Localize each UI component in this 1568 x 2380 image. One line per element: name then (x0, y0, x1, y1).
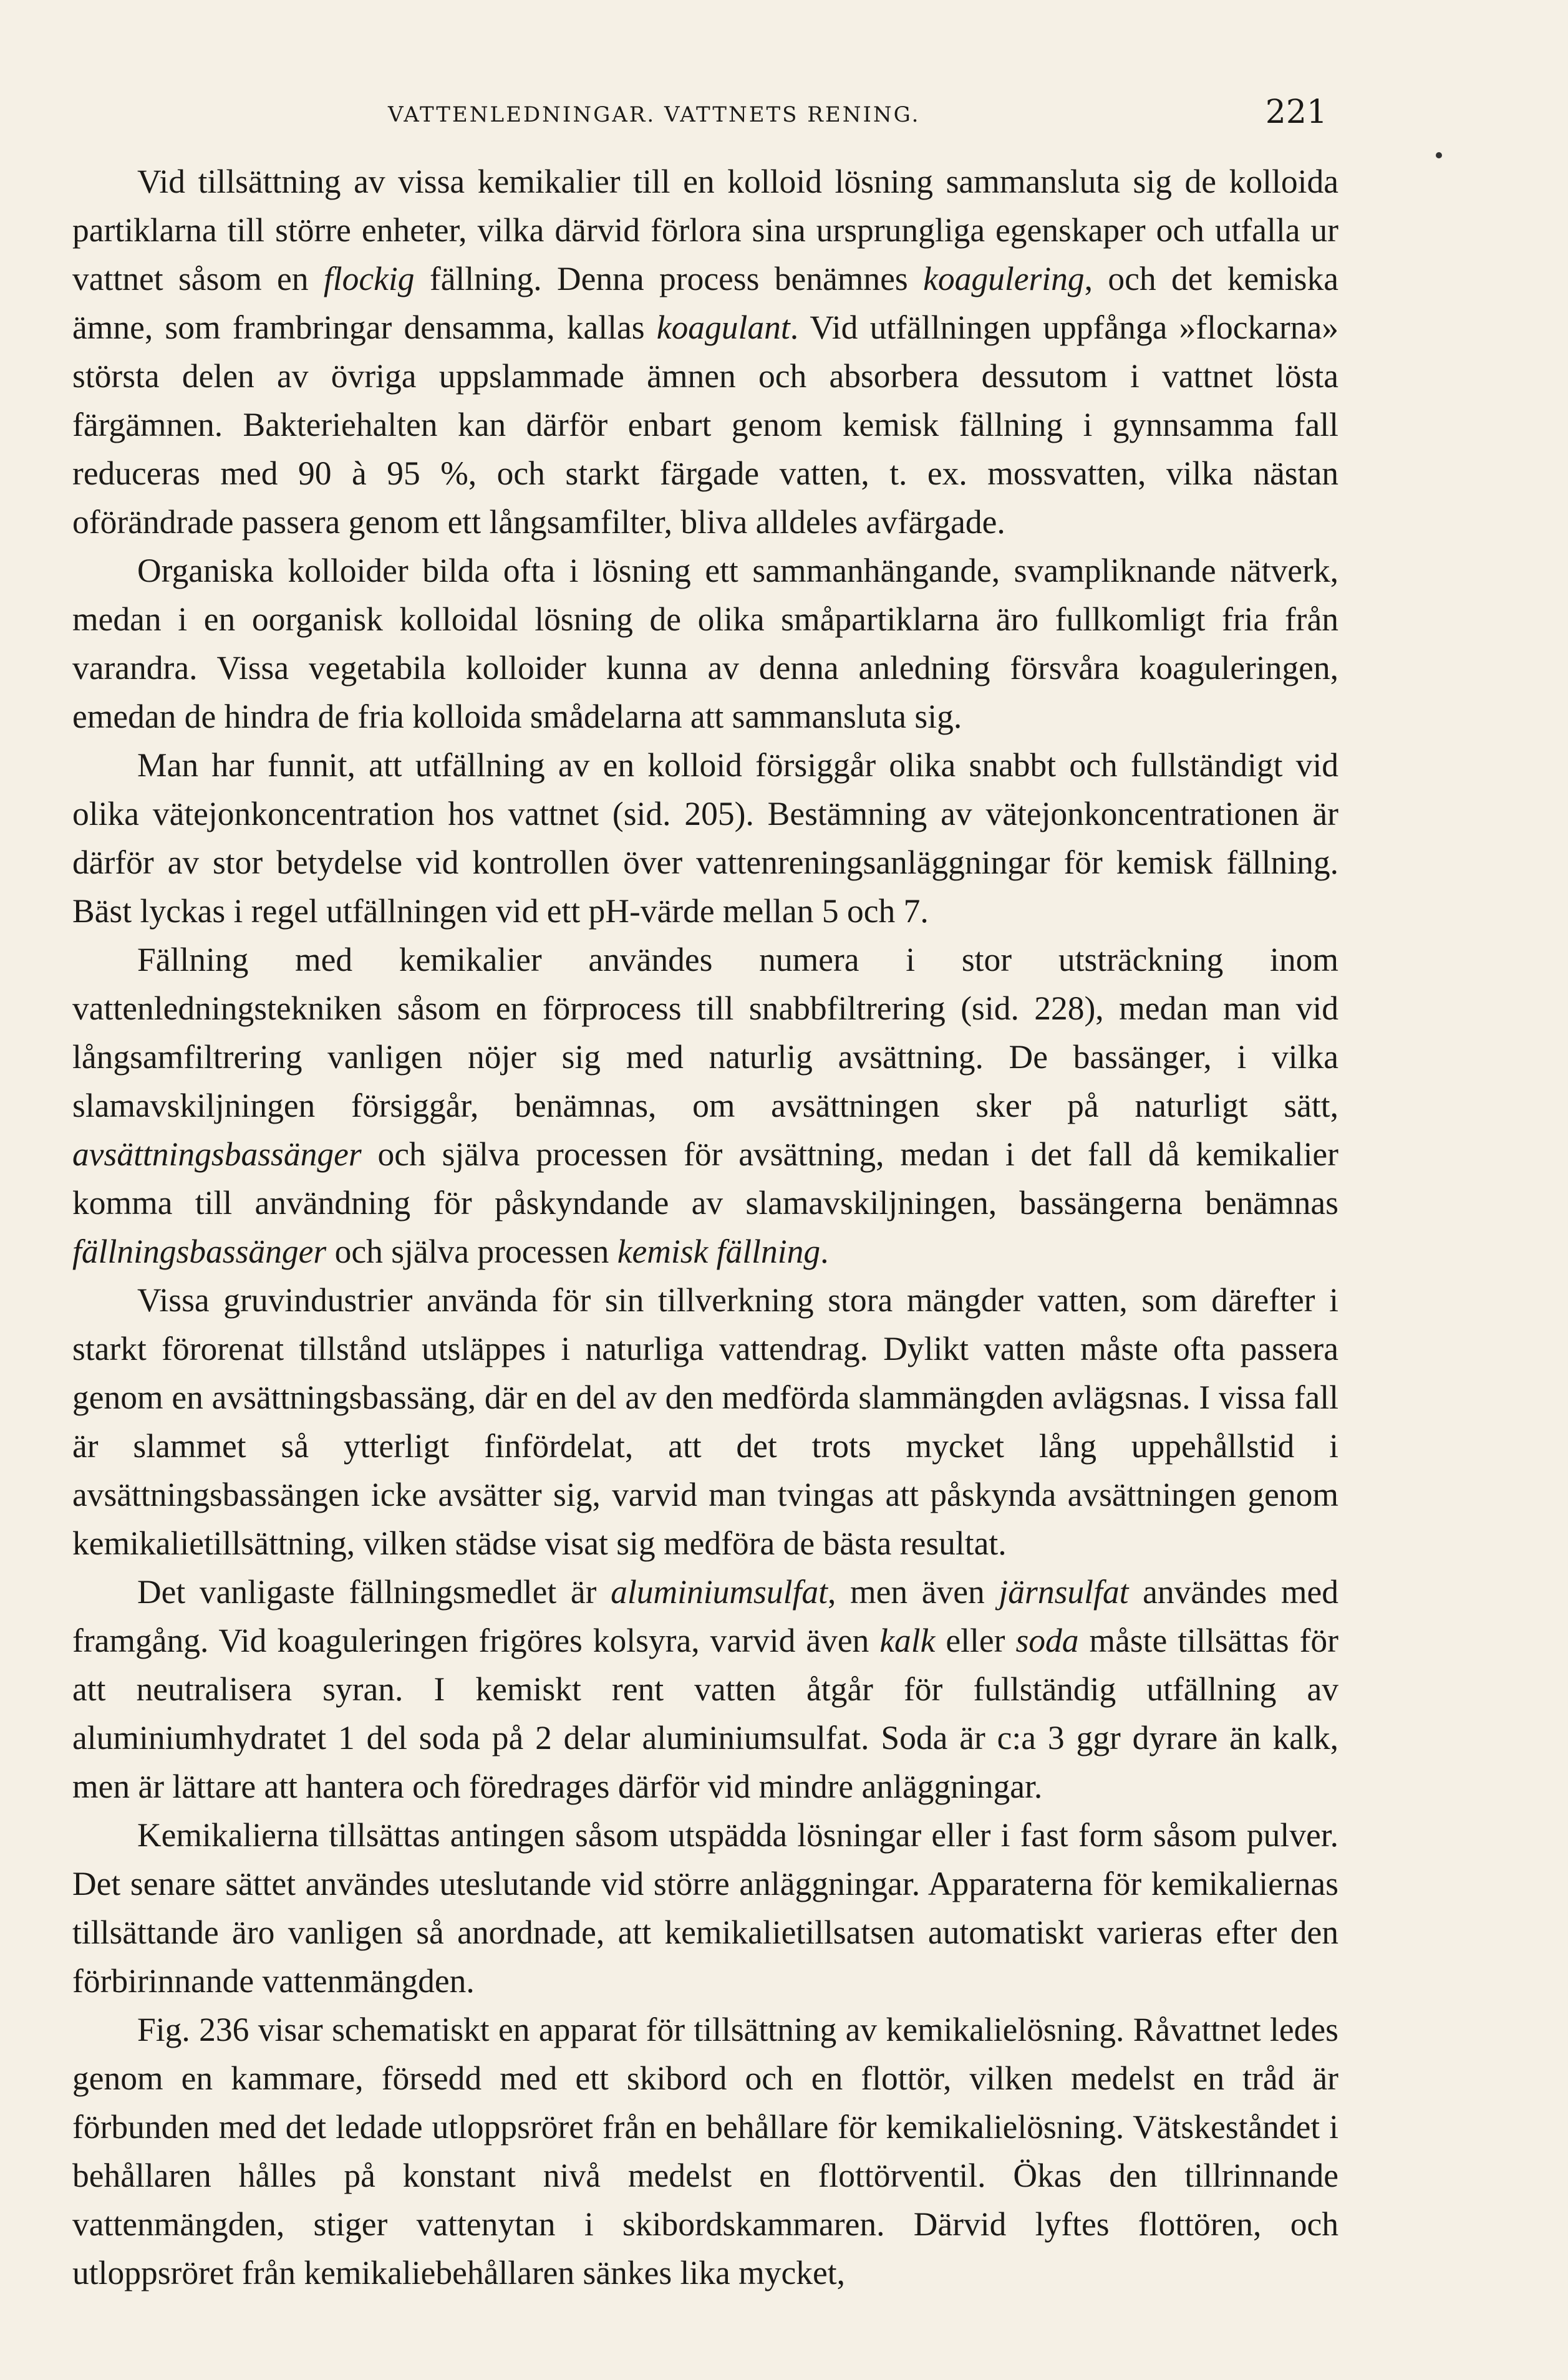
emphasized-term: koagulant (656, 309, 790, 346)
paragraph (72, 1568, 1338, 1811)
ink-speck (1436, 152, 1442, 158)
emphasized-term: fällningsbassänger (72, 1233, 327, 1270)
text-run: eller (935, 1622, 1016, 1659)
text-run: och själva processen för avsättning, medan i det fall då kemikalier komma till användning för påskyndande av slamavskiljningen, bassängerna benämnas (72, 1135, 1338, 1221)
paragraph (72, 1276, 1338, 1568)
paragraph (72, 157, 1338, 546)
text-run: Vid tillsättning av vissa kemikalier till en kolloid lösning sammansluta sig de kolloida partiklarna till större enheter, vilka därvid förlora sina ursprungliga egenskaper och utfalla ur vattnet såsom en (72, 163, 1338, 297)
page-header (136, 94, 1327, 143)
text-run: Fig. 236 visar schematiskt en apparat för tillsättning av kemikalielösning. Råvattnet ledes genom en kammare, försedd med ett skibord och en flottör, vilken medelst en tråd är förbunden med det ledade utloppsröret från en behållare för kemikalielösning. Vätskeståndet i behållaren hålles på konstant nivå medelst en flottörventil. Ökas den tillrinnande vattenmängden, stiger vattenytan i skibordskammaren. Därvid lyftes flottören, och utloppsröret från kemikaliebehållaren sänkes lika mycket, (72, 2011, 1338, 2291)
text-run: och själva processen (326, 1233, 617, 1270)
text-run: fällning. Denna process benämnes (414, 260, 924, 297)
page-number: 221 (1265, 94, 1327, 131)
text-run: Kemikalierna tillsättas antingen såsom utspädda lösningar eller i fast form såsom pulver. Det senare sättet användes uteslutande vid större anläggningar. Apparaterna för kemikaliernas tillsättande äro vanligen så anordnade, att kemikalietillsatsen automatiskt varieras efter den förbirinnande vattenmängden. (72, 1816, 1338, 2000)
text-run: . (820, 1233, 829, 1270)
text-run: Det vanligaste fällningsmedlet är (137, 1573, 611, 1611)
emphasized-term: kemisk fällning (617, 1233, 821, 1270)
emphasized-term: flockig (323, 260, 415, 297)
paragraph (72, 741, 1338, 935)
text-run: , men även (827, 1573, 999, 1611)
running-head: VATTENLEDNINGAR. VATTNETS RENING. (388, 102, 921, 127)
paragraph (72, 2005, 1338, 2297)
text-run: . Vid utfällningen uppfånga »flockarna» största delen av övriga uppslammade ämnen och absorbera dessutom i vattnet lösta färgämnen. Bakteriehalten kan därför enbart genom kemisk fällning i gynnsamma fall reduceras med 90 à 95 %, och starkt färgade vatten, t. ex. mossvatten, vilka nästan oförändrade passera genom ett långsamfilter, bliva alldeles avfärgade. (72, 309, 1339, 541)
emphasized-term: avsättningsbassänger (72, 1135, 362, 1173)
paragraph (72, 1811, 1338, 2005)
text-run: måste tillsättas för att neutralisera syran. I kemiskt rent vatten åtgår för fullständig utfällning av aluminiumhydratet 1 del soda på 2 delar aluminiumsulfat. Soda är c:a 3 ggr dyrare än kalk, men är lättare att hantera och föredrages därför vid mindre anläggningar. (72, 1622, 1338, 1805)
text-run: Vissa gruvindustrier använda för sin tillverkning stora mängder vatten, som därefter i starkt förorenat tillstånd utsläppes i naturliga vattendrag. Dylikt vatten måste ofta passera genom en avsättningsbassäng, där en del av den medförda slammängden avlägsnas. I vissa fall är slammet så ytterligt finfördelat, att det trots mycket lång uppehållstid i avsättningsbassängen icke avsätter sig, varvid man tvingas att påskynda avsättningen genom kemikalietillsättning, vilken städse visat sig medföra de bästa resultat. (72, 1281, 1338, 1562)
emphasized-term: soda (1015, 1622, 1079, 1659)
text-run: Man har funnit, att utfällning av en kolloid försiggår olika snabbt och fullständigt vid olika vätejonkoncentration hos vattnet (sid. 205). Bestämning av vätejonkoncentrationen är därför av stor betydelse vid kontrollen över vattenreningsanläggningar för kemisk fällning. Bäst lyckas i regel utfällningen vid ett pH-värde mellan 5 och 7. (72, 746, 1338, 930)
paragraph (72, 935, 1338, 1276)
body-text (72, 157, 1338, 2297)
text-run: Fällning med kemikalier användes numera i stor utsträckning inom vattenledningstekniken såsom en förprocess till snabbfiltrering (sid. 228), medan man vid långsamfiltrering vanligen nöjer sig med naturlig avsättning. De bassänger, i vilka slamavskiljningen försiggår, benämnas, om avsättningen sker på naturligt sätt, (72, 941, 1338, 1124)
text-run: Organiska kolloider bilda ofta i lösning ett sammanhängande, svampliknande nätverk, medan i en oorganisk kolloidal lösning de olika småpartiklarna äro fullkomligt fria från varandra. Vissa vegetabila kolloider kunna av denna anledning försvåra koaguleringen, emedan de hindra de fria kolloida smådelarna att sammansluta sig. (72, 552, 1338, 735)
emphasized-term: koagulering (923, 260, 1085, 297)
emphasized-term: kalk (879, 1622, 936, 1659)
emphasized-term: aluminiumsulfat (611, 1573, 828, 1611)
text-run: användes med framgång. Vid koaguleringen frigöres kolsyra, varvid även (72, 1573, 1339, 1659)
paragraph (72, 546, 1338, 741)
emphasized-term: järnsulfat (999, 1573, 1129, 1611)
text-run: , och det kemiska ämne, som frambringar densamma, kallas (72, 260, 1338, 346)
